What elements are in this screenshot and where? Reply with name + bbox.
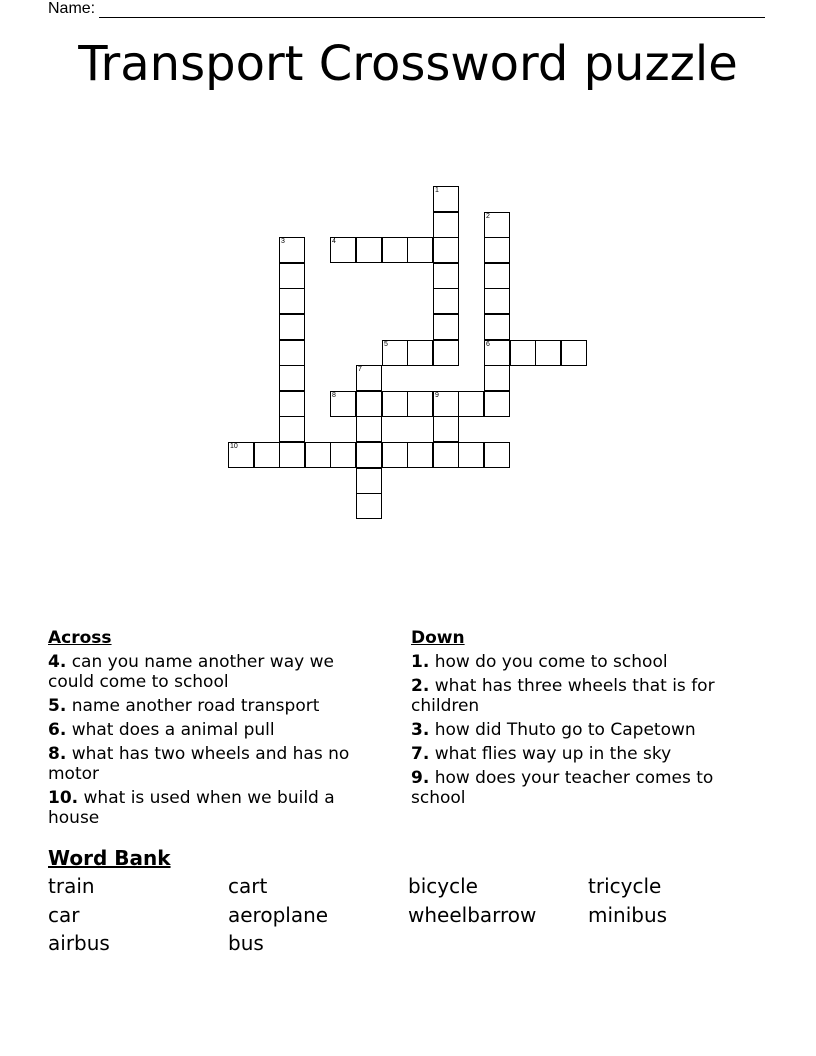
crossword-cell[interactable]: [484, 263, 510, 289]
crossword-cell[interactable]: [407, 340, 433, 366]
crossword-cell[interactable]: [356, 391, 382, 417]
crossword-cell[interactable]: [484, 391, 510, 417]
crossword-cell[interactable]: [356, 416, 382, 442]
down-clue: 2. what has three wheels that is for children: [411, 676, 715, 716]
crossword-cell[interactable]: [458, 391, 484, 417]
cell-number: 3: [281, 238, 285, 245]
crossword-cell[interactable]: [279, 263, 305, 289]
crossword-cell[interactable]: [484, 212, 510, 238]
crossword-cell[interactable]: [279, 391, 305, 417]
crossword-cell[interactable]: [407, 391, 433, 417]
word-bank-word: tricycle: [588, 874, 662, 898]
crossword-cell[interactable]: [407, 442, 433, 468]
down-clue: 9. how does your teacher comes to school: [411, 768, 714, 808]
cell-number: 6: [486, 341, 490, 348]
crossword-cell[interactable]: [433, 237, 459, 263]
crossword-cell[interactable]: [382, 340, 408, 366]
crossword-cell[interactable]: [561, 340, 587, 366]
crossword-cell[interactable]: [433, 288, 459, 314]
crossword-cell[interactable]: [356, 442, 382, 468]
crossword-cell[interactable]: [484, 314, 510, 340]
crossword-cell[interactable]: [356, 493, 382, 519]
down-clue: 7. what flies way up in the sky: [411, 744, 672, 764]
crossword-cell[interactable]: [484, 237, 510, 263]
crossword-cell[interactable]: [433, 340, 459, 366]
across-clues: [48, 628, 378, 832]
cell-number: 9: [435, 392, 439, 399]
across-clue: 5. name another road transport: [48, 696, 320, 716]
crossword-cell[interactable]: [407, 237, 433, 263]
word-bank-word: minibus: [588, 903, 668, 927]
crossword-cell[interactable]: [433, 416, 459, 442]
crossword-cell[interactable]: [330, 442, 356, 468]
crossword-cell[interactable]: [433, 314, 459, 340]
word-bank-word: aeroplane: [228, 903, 329, 927]
crossword-cell[interactable]: [510, 340, 536, 366]
crossword-cell[interactable]: [356, 468, 382, 494]
across-clue: 6. what does a animal pull: [48, 720, 275, 740]
down-clue: 1. how do you come to school: [411, 652, 668, 672]
word-bank-word: train: [48, 874, 95, 898]
down-clues: [411, 628, 751, 812]
page-title: Transport Crossword puzzle: [78, 36, 738, 92]
word-bank-word: bus: [228, 931, 264, 955]
across-clue: 10. what is used when we build a house: [48, 788, 335, 828]
across-clue: 4. can you name another way we could come to school: [48, 652, 334, 692]
crossword-cell[interactable]: [382, 391, 408, 417]
crossword-cell[interactable]: [535, 340, 561, 366]
word-bank-word: cart: [228, 874, 268, 898]
cell-number: 1: [435, 187, 439, 194]
cell-number: 10: [230, 443, 238, 450]
crossword-cell[interactable]: [433, 186, 459, 212]
crossword-cell[interactable]: [330, 237, 356, 263]
crossword-cell[interactable]: [356, 237, 382, 263]
crossword-cell[interactable]: [254, 442, 280, 468]
word-bank-word: bicycle: [408, 874, 478, 898]
cell-number: 5: [384, 341, 388, 348]
across-clue: 8. what has two wheels and has no motor: [48, 744, 350, 784]
crossword-cell[interactable]: [484, 288, 510, 314]
cell-number: 7: [358, 366, 362, 373]
crossword-cell[interactable]: [433, 263, 459, 289]
down-heading: Down: [411, 628, 465, 648]
across-heading: Across: [48, 628, 112, 648]
name-label: Name:: [48, 0, 96, 17]
crossword-cell[interactable]: [433, 391, 459, 417]
crossword-cell[interactable]: [279, 314, 305, 340]
word-bank-word: airbus: [48, 931, 110, 955]
cell-number: 4: [332, 238, 336, 245]
crossword-cell[interactable]: [279, 340, 305, 366]
crossword-cell[interactable]: [382, 237, 408, 263]
crossword-cell[interactable]: [279, 288, 305, 314]
word-bank-heading: Word Bank: [48, 846, 171, 870]
crossword-cell[interactable]: [305, 442, 331, 468]
crossword-cell[interactable]: [279, 237, 305, 263]
word-bank-word: wheelbarrow: [408, 903, 537, 927]
crossword-cell[interactable]: [279, 416, 305, 442]
crossword-cell[interactable]: [382, 442, 408, 468]
word-bank-word: car: [48, 903, 80, 927]
crossword-cell[interactable]: [330, 391, 356, 417]
crossword-cell[interactable]: [484, 340, 510, 366]
crossword-cell[interactable]: [433, 442, 459, 468]
down-clue: 3. how did Thuto go to Capetown: [411, 720, 696, 740]
crossword-cell[interactable]: [228, 442, 254, 468]
crossword-cell[interactable]: [279, 365, 305, 391]
crossword-cell[interactable]: [484, 365, 510, 391]
crossword-cell[interactable]: [433, 212, 459, 238]
crossword-cell[interactable]: [279, 442, 305, 468]
crossword-cell[interactable]: [458, 442, 484, 468]
crossword-cell[interactable]: [484, 442, 510, 468]
cell-number: 2: [486, 213, 490, 220]
crossword-cell[interactable]: [356, 365, 382, 391]
cell-number: 8: [332, 392, 336, 399]
